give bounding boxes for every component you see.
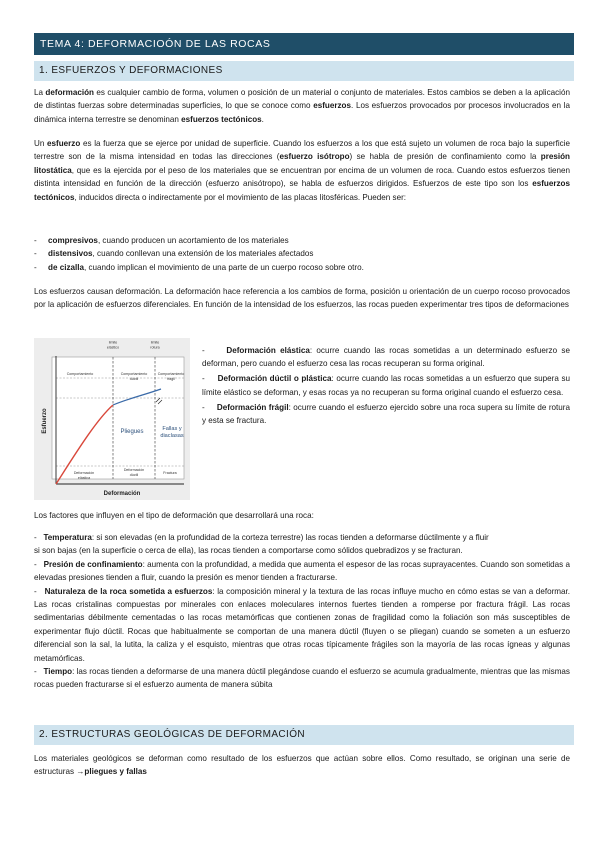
paragraph-deformacion: La deformación es cualquier cambio de forma, volumen o posición de un material o conjunto de materiales. Estos cambios se deben a la aplicación de distintas fuerzas sobre determinadas superficies, lo que se conoce como esfuerzos. Los esfuerzos provocados por procesos involucrados en la dinámica interna terrestre se denominan esfuerzos tectónicos. — [34, 88, 570, 124]
figure-zone-label: Comportamiento — [66, 372, 94, 376]
factor-item-continued: si son bajas (en la superficie o cerca de ella), las rocas tienden a comportarse como sólidos quebradizos y se fracturan. — [34, 546, 463, 556]
figure-region-pliegues: Pliegues — [120, 429, 144, 435]
factor-item: - Tiempo: las rocas tienden a deformarse de una manera dúctil plegándose cuando el esfuerzo se acumula gradualmente, mientras que las mismas rocas pueden fracturarse si el esfuerzo aumenta de manera súbita — [34, 667, 570, 690]
stress-strain-figure — [34, 338, 190, 500]
figure-top-label: límite — [108, 340, 118, 345]
paragraph-factores: Los factores que influyen en el tipo de deformación que desarrollará una roca: — [34, 511, 314, 520]
figure-region-fallas: Fallas y — [162, 426, 182, 432]
stress-strain-diagram — [34, 338, 190, 500]
figure-bottom-label: Deformación — [123, 468, 145, 472]
section-heading-2: 2. ESTRUCTURAS GEOLÓGICAS DE DEFORMACIÓN — [34, 725, 574, 745]
section-heading-1: 1. ESFUERZOS Y DEFORMACIONES — [34, 61, 574, 81]
deformation-item: - Deformación dúctil o plástica: ocurre cuando las rocas sometidas a un esfuerzo que supera su límite elástico se deforman, y esas rocas ya no recuperan su forma original cuando el esfuerzo cesa. — [202, 374, 570, 397]
list-item: - de cizalla, cuando implican el movimiento de una parte de un cuerpo rocoso sobre otro. — [34, 261, 570, 274]
figure-bottom-label: dúctil — [129, 473, 139, 477]
deformation-item: - Deformación frágil: ocurre cuando el esfuerzo ejercido sobre una roca supera su límite de rotura y esta se fractura. — [202, 402, 570, 426]
page-title: TEMA 4: DEFORMACIOÓN DE LAS ROCAS — [34, 33, 574, 55]
paragraph-esfuerzo: Un esfuerzo es la fuerza que se ejerce por unidad de superficie. Cuando los esfuerzos a los que está sujeto un volumen de roca bajo la superficie terrestre son de la misma intensidad en todas las direcciones (esfuerzo isótropo) se habla de presión de confinamiento como la presión litostática, que es la ejercida por el peso de los materiales que se encuentran por encima de un volumen de roca. Cuando estos esfuerzos tienen distinta intensidad en función de la dirección (esfuerzo anisótropo), se habla de esfuerzos dirigidos. Esfuerzos de este tipo son los esfuerzos tectónicos, inducidos directa o indirectamente por el movimiento de las placas litosféricas. Pueden ser: — [34, 139, 570, 202]
figure-y-label: Esfuerzo — [42, 408, 48, 434]
factor-item: - Temperatura: si son elevadas (en la profundidad de la corteza terrestre) las rocas tienden a deformarse dúctilmente y a fluir — [34, 533, 489, 542]
paragraph-deformaciones: Los esfuerzos causan deformación. La deformación hace referencia a los cambios de forma, posición u orientación de un cuerpo rocoso provocados por la aplicación de esfuerzos diferenciales. En función de la intensidad de los esfuerzos, las rocas pueden experimentar tres tipos de deformaciones — [34, 287, 570, 310]
factors-list — [34, 531, 570, 692]
paragraph-estructuras: Los materiales geológicos se deforman como resultado de los esfuerzos que actúan sobre ellos. Como resultado, se originan una serie de estructuras →pliegues y fallas — [34, 754, 570, 777]
figure-top-label: límite — [150, 340, 160, 345]
list-item: - compresivos, cuando producen un acortamiento de los materiales — [34, 234, 570, 247]
list-item: - distensivos, cuando conllevan una extensión de los materiales afectados — [34, 247, 570, 260]
stress-type-list — [34, 234, 570, 274]
figure-bottom-label: elástica — [77, 476, 91, 480]
figure-top-label: rotura — [150, 345, 160, 350]
factor-item: - Presión de confinamiento: aumenta con la profundidad, a medida que aumenta el espesor de las rocas suprayacentes. Cuando son sometidas a elevadas presiones tienden a fluir, cuando la presión es menor tienden a fracturarse. — [34, 559, 570, 583]
figure-x-label: Deformación — [103, 491, 141, 497]
figure-zone-label: Comportamiento — [157, 372, 185, 376]
figure-region-fallas: diaclasas — [160, 433, 184, 439]
figure-bottom-label: Deformación — [73, 471, 95, 475]
figure-zone-label: dúctil — [129, 377, 139, 381]
figure-bottom-label: Fractura — [163, 471, 177, 475]
figure-zone-label: frágil — [167, 377, 175, 381]
factor-item: - Naturaleza de la roca sometida a esfuerzos: la composición mineral y la textura de las rocas influye mucho en cómo estas se van a deformar. Las rocas cristalinas compuestas por minerales con enlaces moleculares internos fuertes tienden a romperse por fractura frágil. Las rocas sedimentarias débilmente cementadas o las rocas metamórficas que contienen zonas de fragilidad como la foliación son más susceptibles de experimentar flujo dúctil. Rocas que habitualmente se comportan de una manera dúctil (fluyen o se pliegan) cuando se someten a un esfuerzo diferencial son la sal, la lutita, la caliza y el esquisto, mientras que otras rocas típicamente frágiles son la mayoría de las rocas ígneas y algunas metamórficas. — [34, 586, 571, 663]
figure-top-label: elástico — [106, 345, 120, 350]
deformation-types — [202, 344, 570, 427]
deformation-item: - Deformación elástica: ocurre cuando las rocas sometidas a un determinado esfuerzo se deforman, pero cuando el esfuerzo cesa las rocas recuperan su forma original. — [202, 346, 570, 369]
figure-zone-label: Comportamiento — [120, 372, 148, 376]
document-page — [34, 33, 574, 777]
